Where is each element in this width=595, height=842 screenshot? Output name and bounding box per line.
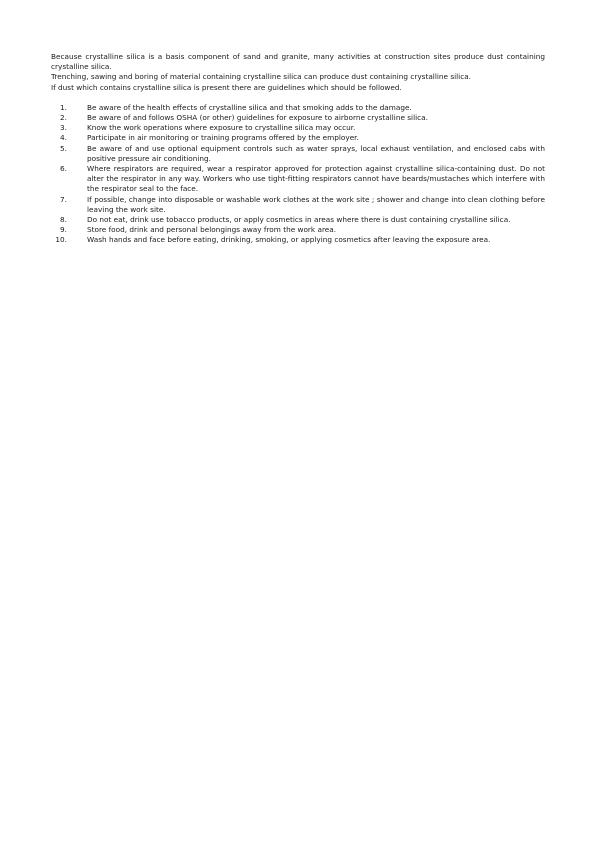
list-item-text: Store food, drink and personal belongings away from the work area. [87, 225, 337, 235]
list-item [51, 225, 545, 235]
list-item-number: 2. [60, 113, 67, 123]
list-item [51, 103, 545, 113]
list-item-number: 9. [60, 225, 67, 235]
document-page [51, 52, 545, 246]
list-item-number: 7. [60, 194, 67, 204]
list-item-text: Be aware of and follows OSHA (or other) guidelines for exposure to airborne crystalline silica. [87, 113, 428, 123]
list-item-number: 8. [60, 215, 67, 225]
intro-paragraph: Because crystalline silica is a basis component of sand and granite, many activities at construction sites produce dust containing crystalline silica. [51, 52, 545, 72]
guidelines-list [51, 103, 545, 246]
list-item-text: Where respirators are required, wear a respirator approved for protection against crystalline silica-containing dust. Do not alter the respirator in any way. Workers who use tight-fitting respirators cannot have beards/mustaches which interfere with the respirator seal to the face. [87, 164, 545, 194]
list-item [51, 164, 545, 195]
list-item [51, 133, 545, 143]
list-item [51, 195, 545, 215]
list-item-text: If possible, change into disposable or washable work clothes at the work site ; shower and change into clean clothing before leaving the work site. [87, 194, 545, 214]
list-item [51, 235, 545, 245]
list-item-number: 3. [60, 123, 67, 133]
list-item-number: 4. [60, 133, 67, 143]
list-item-text: Do not eat, drink use tobacco products, or apply cosmetics in areas where there is dust containing crystalline silica. [87, 215, 511, 225]
list-item [51, 123, 545, 133]
intro-section [51, 52, 545, 93]
list-item-number: 1. [60, 102, 67, 112]
list-item-text: Be aware of and use optional equipment controls such as water sprays, local exhaust ventilation, and enclosed cabs with positive pressure air conditioning. [87, 143, 545, 163]
list-item-text: Know the work operations where exposure to crystalline silica may occur. [87, 123, 356, 133]
list-item-number: 10. [55, 235, 67, 245]
list-item-text: Wash hands and face before eating, drinking, smoking, or applying cosmetics after leaving the exposure area. [87, 235, 491, 245]
list-item-text: Participate in air monitoring or training programs offered by the employer. [87, 133, 359, 143]
intro-paragraph: Trenching, sawing and boring of material containing crystalline silica can produce dust containing crystalline silica. [51, 72, 472, 82]
list-item-number: 6. [60, 164, 67, 174]
list-item-number: 5. [60, 143, 67, 153]
list-item [51, 144, 545, 164]
list-item-text: Be aware of the health effects of crystalline silica and that smoking adds to the damage. [87, 102, 412, 112]
intro-paragraph: If dust which contains crystalline silica is present there are guidelines which should be followed. [51, 82, 402, 92]
list-item [51, 113, 545, 123]
list-item [51, 215, 545, 225]
